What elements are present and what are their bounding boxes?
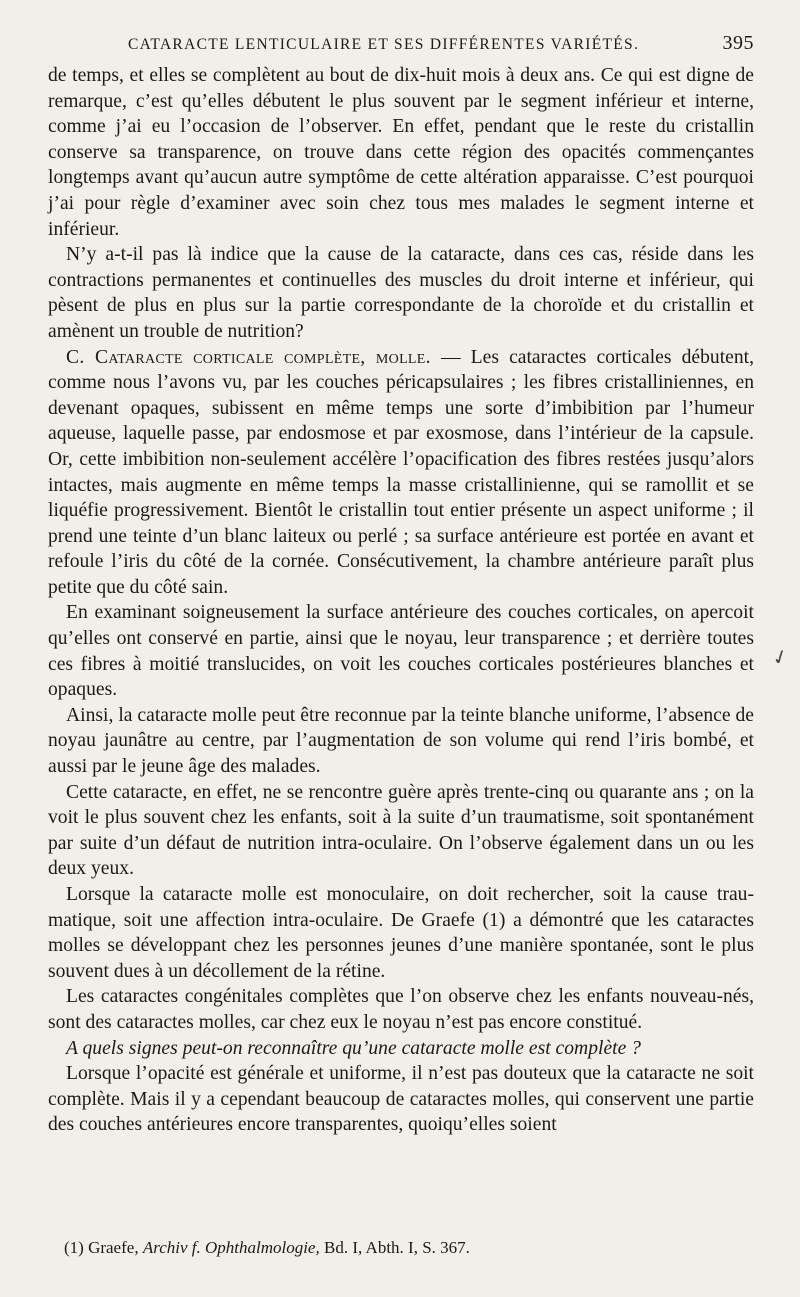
paragraph: Lorsque l’opacité est générale et uniforme, il n’est pas douteux que la cataracte ne soit complète. Mais il y a cependant beaucoup de cataractes molles, qui conservent une partie des couches antérieures encore transparentes, quoiqu’elles soient [48, 1063, 754, 1136]
section-text: — Les cataractes corticales débutent, comme nous l’avons vu, par les couches péricapsulaires ; les fibres cristalliniennes, en devenant opaques, subissent en même temps une sorte d’imbibition par l’humeur aqueuse, laquelle passe, par endosmose et par exosmose, dans l’intérieur de la capsule. Or, cette imbibition non-seulement accélère l’opacification des fibres restées jusqu’alors intactes, mais augmente en même temps la masse cristallinienne, qui se ramollit et se liquéfie progressivement. Bientôt le cristallin tout entier présente un aspect uniforme ; il prend une teinte d’un blanc laiteux ou perlé ; sa surface antérieure est portée en avant et refoule l’iris du côté de la cornée. Consécutivement, la chambre antérieure paraît plus petite que du côté sain. [48, 346, 754, 598]
page-number: 395 [722, 32, 754, 54]
footnote-reference: Bd. I, Abth. I, S. 367. [323, 1238, 470, 1257]
running-head: CATARACTE LENTICULAIRE ET SES DIFFÉRENTES VARIÉTÉS. [128, 36, 640, 53]
footnote [64, 1237, 754, 1259]
section-paragraph [48, 345, 754, 601]
paragraph: Les cataractes congénitales complètes que l’on observe chez les enfants nouveau-nés, sont des cataractes molles, car chez eux le noyau n’est pas encore constitué. [48, 986, 754, 1033]
footnote-author: Graefe, [88, 1238, 139, 1257]
paragraph: Ainsi, la cataracte molle peut être reconnue par la teinte blanche uniforme, l’absence de noyau jaunâtre au centre, par l’augmentation de son volume qui rend l’iris bombé, et aussi par le jeune âge des malades. [48, 704, 754, 778]
body-text [48, 63, 754, 1138]
section-heading: C. Cataracte corticale complète, molle. [66, 346, 431, 368]
footnote-journal: Archiv f. Ophthalmologie, [142, 1238, 320, 1257]
paragraph: N’y a-t-il pas là indice que la cause de la cataracte, dans ces cas, réside dans les contractions permanentes et continuelles des muscles du droit interne et inférieur, qui pèsent de plus en plus sur la partie correspondante de la choroïde et du cristallin et amènent un trouble de nutrition? [48, 244, 754, 342]
paragraph: de temps, et elles se complètent au bout de dix-huit mois à deux ans. Ce qui est digne de remarque, c’est qu’elles débutent le plus souvent par le segment inférieur et interne, comme j’ai eu l’occasion de l’observer. En effet, pendant que le reste du cristallin conserve sa transparence, on trouve dans cette région des opacités commençantes longtemps avant qu’aucun autre symptôme de cette altération apparaisse. C’est pourquoi j’ai pour règle d’examiner avec soin chez tous mes malades le segment interne et inférieur. [48, 65, 754, 240]
paragraph: Cette cataracte, en effet, ne se rencontre guère après trente-cinq ou quarante ans ; on la voit le plus souvent chez les enfants, soit à la suite d’un traumatisme, soit spontanément par suite d’un défaut de nutrition intra-oculaire. On l’observe également dans un ou les deux yeux. [48, 781, 754, 880]
page-header [48, 32, 754, 62]
paragraph: Lorsque la cataracte molle est monoculaire, on doit rechercher, soit la cause traumatique, soit une affection intra-oculaire. De Graefe (1) a démontré que les cataractes molles se développant chez les personnes jeunes d’une manière spontanée, sont le plus souvent dues à un décollement de la rétine. [48, 884, 754, 982]
italic-question: A quels signes peut-on reconnaître qu’une cataracte molle est complète ? [66, 1037, 641, 1059]
footnote-marker: (1) [64, 1238, 84, 1257]
margin-annotation-icon: ✓ [768, 644, 793, 672]
paragraph: En examinant soigneusement la surface antérieure des couches corticales, on apercoit qu’elles ont conservé en partie, ainsi que le noyau, leur transparence ; et derrière toutes ces fibres à moitié translucides, on voit les couches corticales postérieures blanches et opaques. [48, 602, 754, 701]
